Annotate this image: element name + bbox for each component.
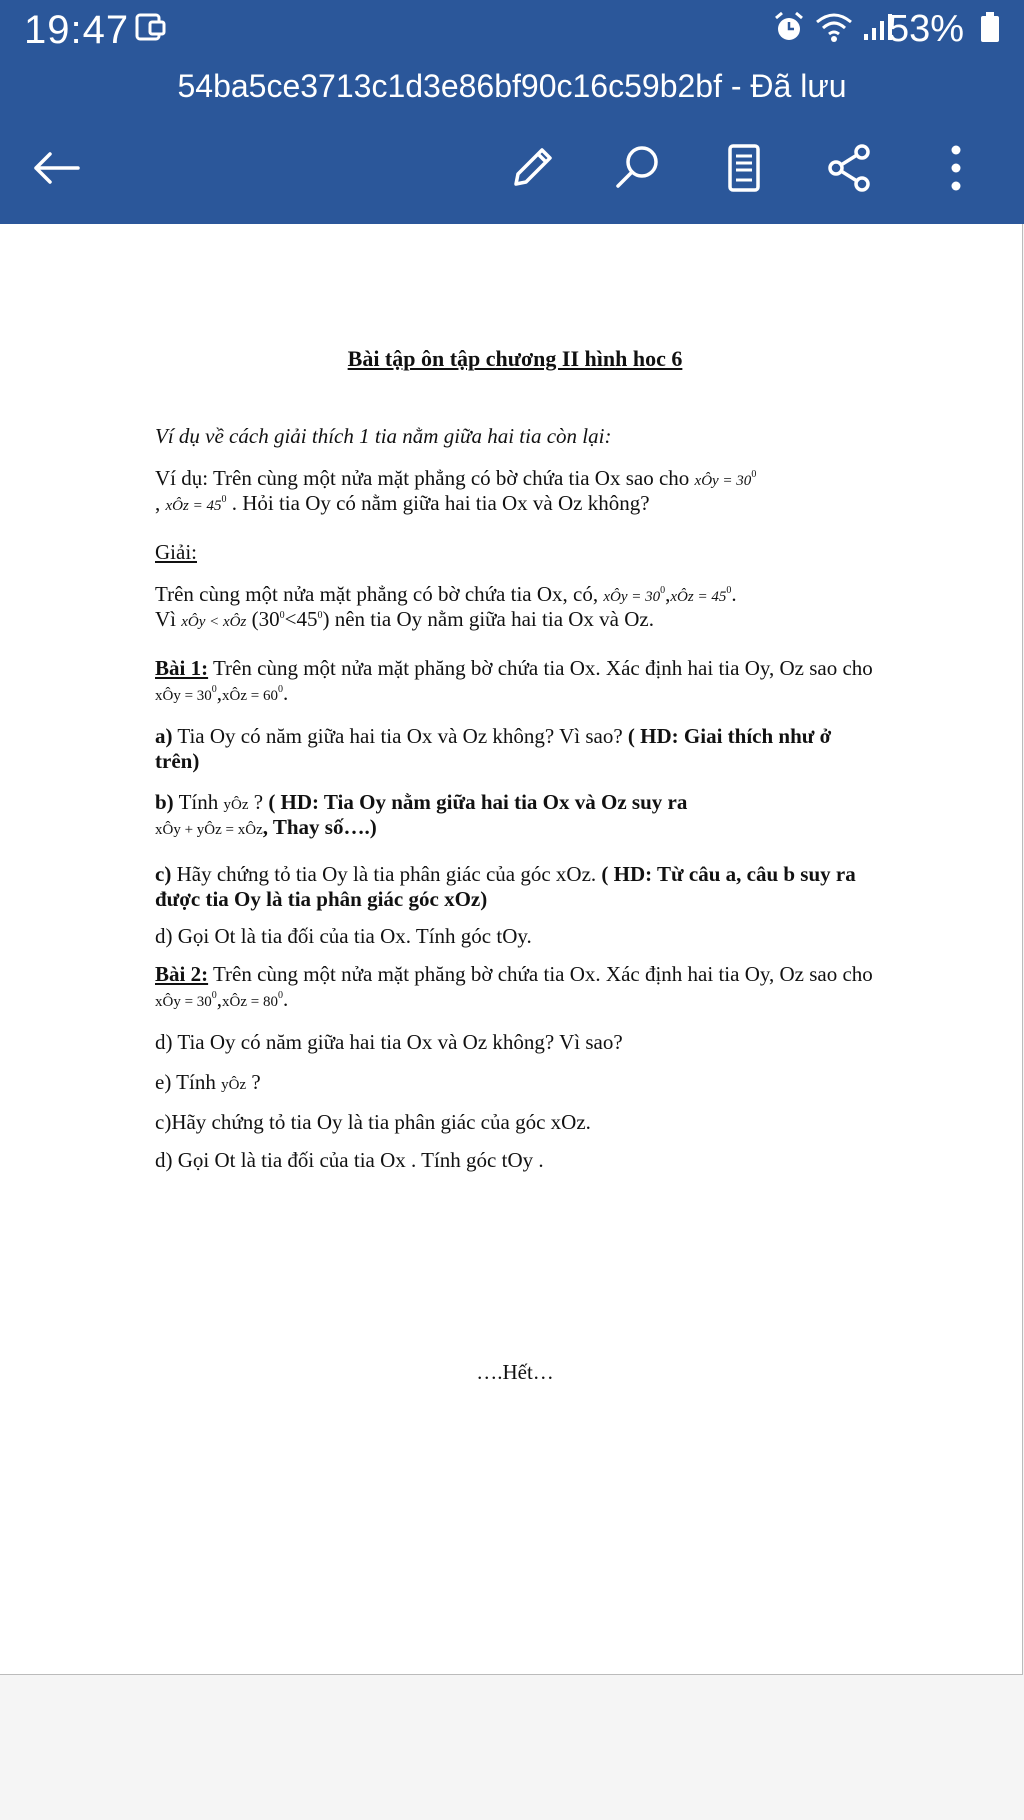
- document-page[interactable]: [0, 224, 1023, 1675]
- back-button[interactable]: [28, 140, 84, 196]
- reading-mode-button[interactable]: [716, 140, 772, 196]
- example-paragraph: Ví dụ: Trên cùng một nửa mặt phẳng có bờ chứa tia Ox sao cho xÔy = $30^0$ , xÔz = $45^0$ . Hỏi tia Oy có nằm giữa hai tia Ox và Oz không?: [155, 466, 757, 516]
- question-2e: e) Tính yÔz ?: [155, 1070, 261, 1094]
- search-button[interactable]: [610, 140, 666, 196]
- exercise-1: Bài 1: Trên cùng một nửa mặt phăng bờ chứa tia Ox. Xác định hai tia Oy, Oz sao cho xÔy = $30^0,xÔz = 60^0$.: [155, 656, 873, 706]
- question-1c: c) Hãy chứng tỏ tia Oy là tia phân giác của góc xOz. ( HD: Từ câu a, câu b suy ra được tia Oy là tia phân giác góc xOz): [155, 862, 856, 912]
- app-bar: [0, 0, 1024, 224]
- pencil-icon: [504, 140, 560, 196]
- battery-icon: [978, 10, 1002, 49]
- math-xoy: xÔy = 30: [694, 473, 752, 489]
- exercise-2: Bài 2: Trên cùng một nửa mặt phăng bờ chứa tia Ox. Xác định hai tia Oy, Oz sao cho xÔy = $30^0,xÔz = 80^0$.: [155, 962, 873, 1012]
- share-button[interactable]: [822, 140, 878, 196]
- back-arrow-icon: [28, 140, 84, 196]
- wifi-icon: [814, 10, 854, 49]
- question-1b: b) Tính yÔz ? ( HD: Tia Oy nằm giữa hai tia Ox và Oz suy ra xÔy + yÔz = xÔz, Thay số….): [155, 790, 688, 840]
- doc-heading: Bài tập ôn tập chương II hình hoc 6: [347, 346, 683, 371]
- more-icon: [928, 140, 984, 196]
- screenshot-icon: [134, 10, 168, 49]
- intro-line: Ví dụ về cách giải thích 1 tia nằm giữa hai tia còn lại:: [155, 424, 612, 448]
- document-title: 54ba5ce3713c1d3e86bf90c16c59b2bf - Đã lưu: [177, 68, 847, 104]
- share-icon: [822, 140, 878, 196]
- question-2d: d) Tia Oy có năm giữa hai tia Ox và Oz không? Vì sao?: [155, 1030, 623, 1054]
- question-2c: c)Hãy chứng tỏ tia Oy là tia phân giác của góc xOz.: [155, 1110, 591, 1134]
- status-bar: [0, 0, 1024, 64]
- solution-label: Giải:: [155, 540, 197, 564]
- edit-button[interactable]: [504, 140, 560, 196]
- question-1a: a) Tia Oy có năm giữa hai tia Ox và Oz không? Vì sao? ( HD: Giai thích như ở trên): [155, 724, 832, 774]
- question-1d: d) Gọi Ot là tia đối của tia Ox. Tính góc tOy.: [155, 924, 532, 948]
- search-icon: [610, 140, 666, 196]
- status-time: 19:47: [24, 8, 130, 52]
- solution-paragraph: Trên cùng một nửa mặt phẳng có bờ chứa tia Ox, có, xÔy = $30^0,xÔz = 45^0$. Vì xÔy < xÔz $(30^0<45^0)$ nên tia Oy nằm giữa hai tia Ox và Oz.: [155, 582, 737, 632]
- reading-mode-icon: [716, 140, 772, 196]
- battery-level: 53%: [887, 8, 964, 50]
- end-marker: ….Hết…: [476, 1360, 554, 1384]
- more-options-button[interactable]: [928, 140, 984, 196]
- math-xoz: xÔz = 45: [165, 498, 222, 515]
- question-2d-last: d) Gọi Ot là tia đối của tia Ox . Tính góc tOy .: [155, 1148, 544, 1172]
- alarm-icon: [772, 10, 806, 49]
